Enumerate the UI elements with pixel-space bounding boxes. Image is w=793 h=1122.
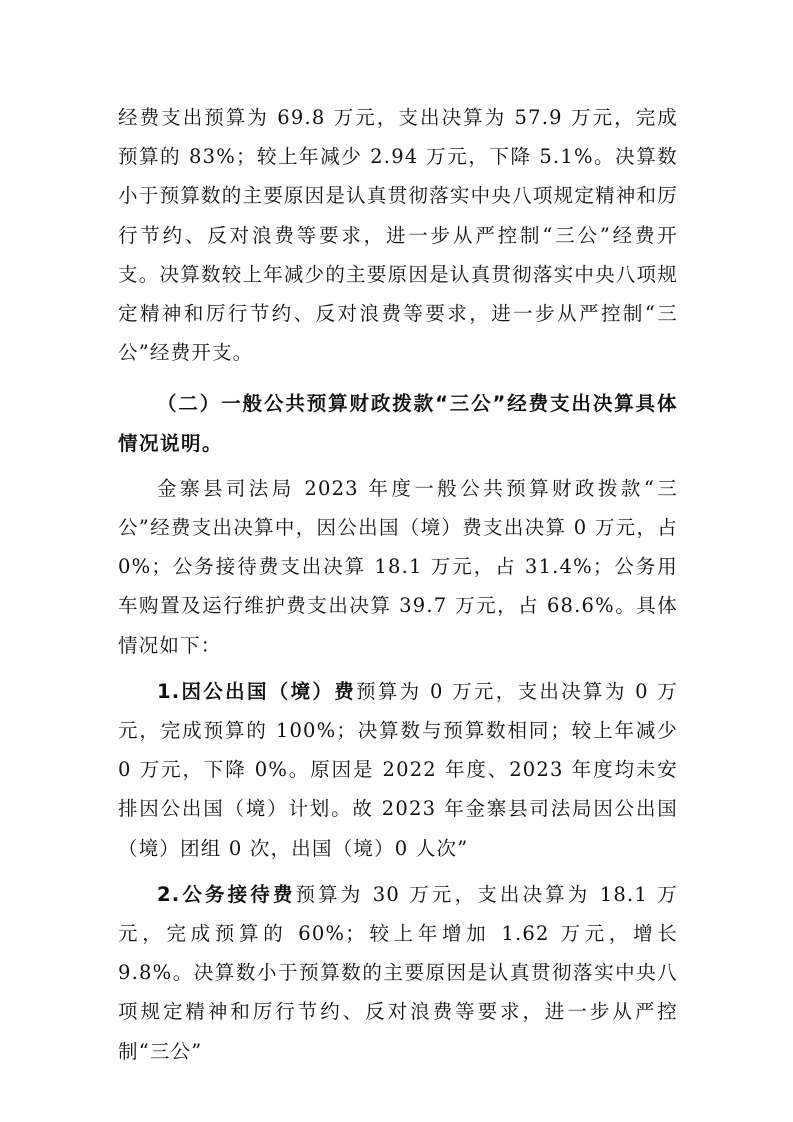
item-official-reception-title: 2.公务接待费: [157, 882, 296, 906]
paragraph-budget-summary: 经费支出预算为 69.8 万元，支出决算为 57.9 万元，完成预算的 83%；较上年减少 2.94 万元，下降 5.1%。决算数小于预算数的主要原因是认真贯彻落实中央八项规定精神和厉行节约、反对浪费等要求，进一步从严控制“三公”经费开支。决算数较上年减少的主要原因是认真贯彻落实中央八项规定精神和厉行节约、反对浪费等要求，进一步从严控制“三公”经费开支。: [118, 106, 678, 365]
item-official-reception-text: 预算为 30 万元，支出决算为 18.1 万元，完成预算的 60%；较上年增加 1.62 万元，增长 9.8%。决算数小于预算数的主要原因是认真贯彻落实中央八项规定精神和厉行节约、反对浪费等要求，进一步从严控制“三公”: [118, 882, 678, 1063]
document-body: [118, 98, 678, 1071]
item-overseas-travel-text: 预算为 0 万元，支出决算为 0 万元，完成预算的 100%；决算数与预算数相同；较上年减少 0 万元，下降 0%。原因是 2022 年度、2023 年度均未安排因公出国（境）计划。故 2023 年金寨县司法局因公出国（境）团组 0 次，出国（境）0 人次”: [118, 679, 678, 860]
item-overseas-travel-title: 1.因公出国（境）费: [157, 679, 357, 703]
item-official-reception: [118, 875, 678, 1071]
paragraph-expenditure-overview: 金寨县司法局 2023 年度一般公共预算财政拨款“三公”经费支出决算中，因公出国（境）费支出决算 0 万元，占 0%；公务接待费支出决算 18.1 万元，占 31.4%；公务用车购置及运行维护费支出决算 39.7 万元，占 68.6%。具体情况如下：: [118, 476, 678, 657]
section-heading-2: （二）一般公共预算财政拨款“三公”经费支出决算具体情况说明。: [118, 392, 678, 455]
item-overseas-travel: [118, 672, 678, 868]
